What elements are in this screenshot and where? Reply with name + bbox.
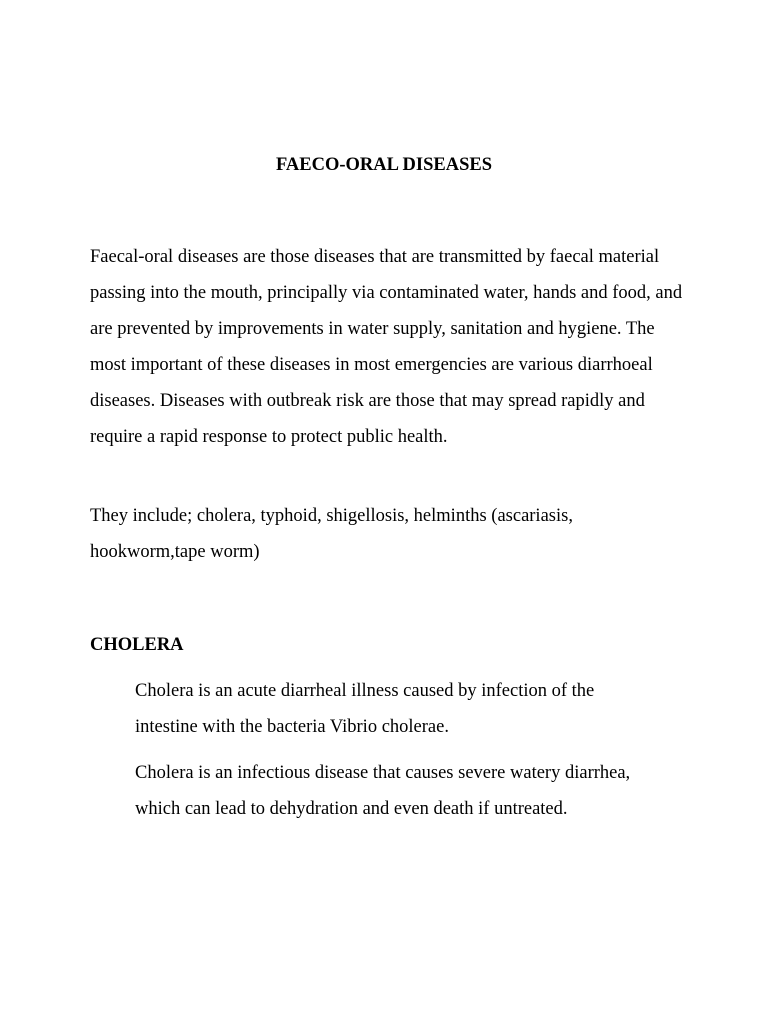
intro-paragraph: Faecal-oral diseases are those diseases that are transmitted by faecal material passing into the mouth, principally via contaminated water, hands and food, and are prevented by improvements in water supply, sanitation and hygiene. The most important of these diseases in most emergencies are various diarrhoeal diseases. Diseases with outbreak risk are those that may spread rapidly and require a rapid response to protect public health.: [90, 247, 683, 447]
cholera-paragraph: Cholera is an infectious disease that causes severe watery diarrhea, which can lead to dehydration and even death if untreated.: [135, 763, 631, 819]
cholera-paragraph: Cholera is an acute diarrheal illness caused by infection of the intestine with the bacteria Vibrio cholerae.: [135, 681, 595, 737]
document-title: FAECO-ORAL DISEASES: [275, 155, 493, 175]
section-heading-cholera: CHOLERA: [90, 635, 184, 655]
includes-paragraph: They include; cholera, typhoid, shigellosis, helminths (ascariasis, hookworm,tape worm): [90, 506, 573, 562]
